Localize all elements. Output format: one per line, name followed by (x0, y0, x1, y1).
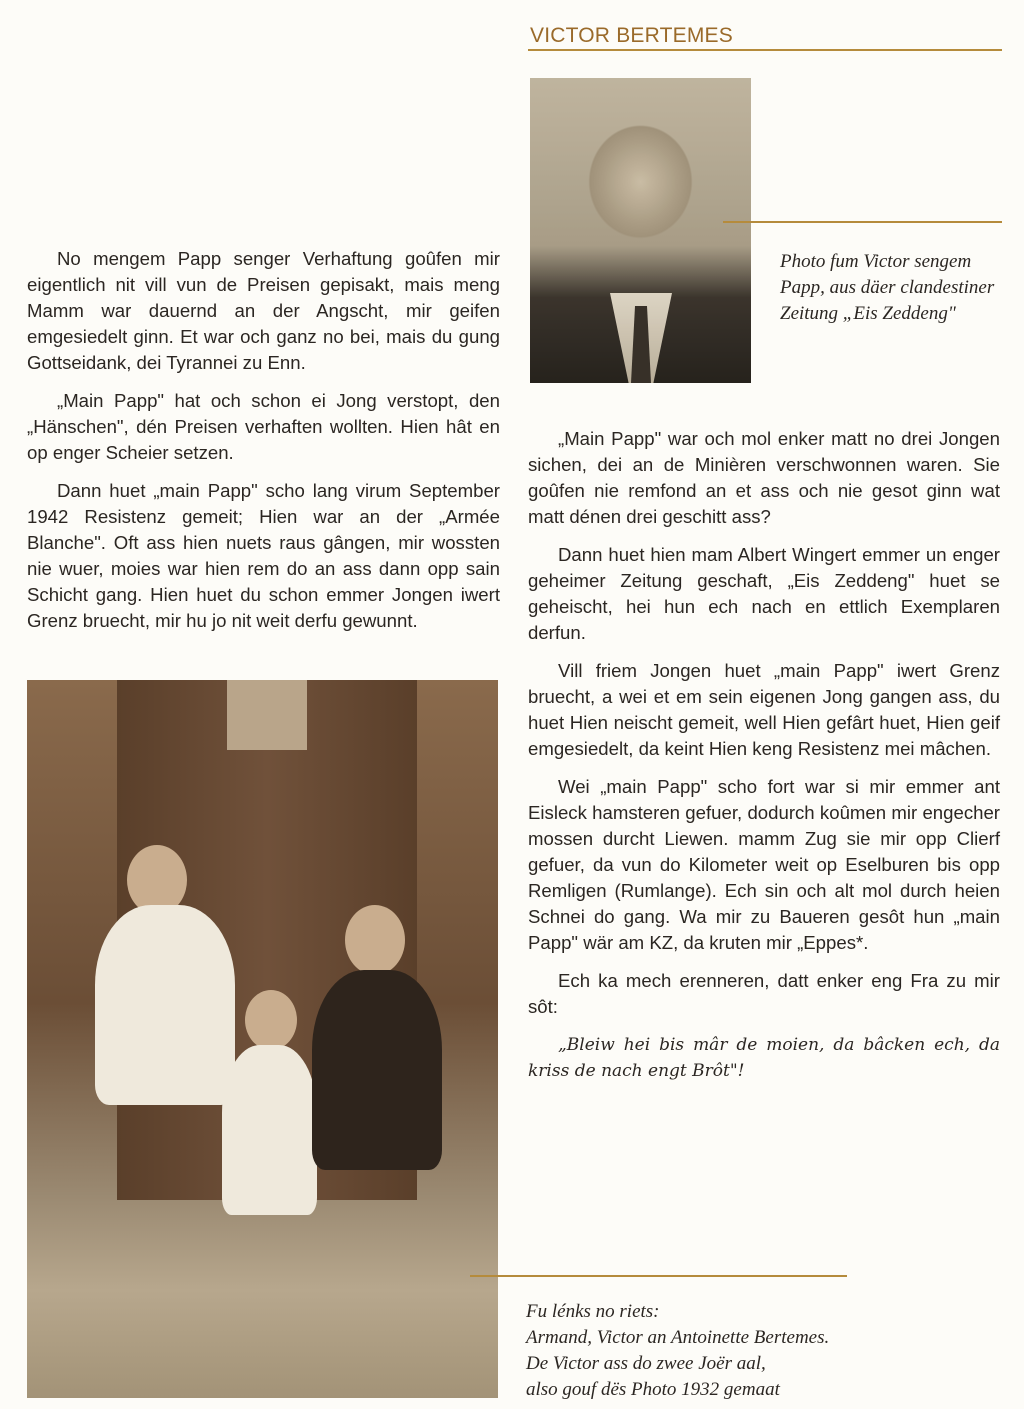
article-title: VICTOR BERTEMES (530, 24, 733, 47)
caption-line: Zeitung „Eis Zeddeng" (780, 303, 956, 324)
family-caption (526, 1299, 829, 1403)
paragraph: Dann huet „main Papp" scho lang virum September 1942 Resistenz gemeit; Hien war an der „Armée Blanche". Oft ass hien nuets raus gângen, mir wossten nie wuer, moies war hien rem do an ass dann opp sain Schicht gang. Hien huet du schon emmer Jongen iwert Grenz bruecht, mir hu jo nit weit derfu gewunnt. (27, 480, 500, 631)
caption-line: Armand, Victor an Antoinette Bertemes. (526, 1327, 830, 1348)
caption-line: Photo fum Victor sengem (780, 251, 972, 272)
title-rule (528, 49, 1002, 51)
photo-door-window (227, 680, 307, 750)
paragraph: Ech ka mech erenneren, datt enker eng Fra zu mir sôt: (528, 970, 1000, 1017)
right-column (528, 426, 1000, 1096)
caption-line: Fu lénks no riets: (526, 1301, 660, 1322)
paragraph: Vill friem Jongen huet „main Papp" iwert Grenz bruecht, a wei et em sein eigenen Jong gangen ass, du huet Hien neischt gemeit, well Hien gefârt huet, Hien geif emgesiedelt, da keint Hien keng Resistenz mei mâchen. (528, 660, 1000, 759)
caption-line: De Victor ass do zwee Joër aal, (526, 1353, 766, 1374)
quote: „Bleiw hei bis mâr de moien, da bâcken ech, da kriss de nach engt Brôt"! (528, 1035, 1000, 1081)
photo-child-head (345, 905, 405, 975)
portrait-photo (530, 78, 751, 383)
paragraph: No mengem Papp senger Verhaftung goûfen mir eigentlich nit vill vun de Preisen gepisakt, mais meng Mamm war dauernd an der Angscht, mir geifen emgesiedelt ginn. Et war och ganz no bei, mais du gung Gottseidank, dei Tyrannei zu Enn. (27, 248, 500, 373)
photo-child-victor (222, 1045, 317, 1215)
photo-child-armand (95, 905, 235, 1105)
portrait-caption (780, 249, 994, 327)
portrait-caption-rule (723, 221, 1002, 223)
caption-line: also gouf dës Photo 1932 gemaat (526, 1379, 780, 1400)
paragraph: Dann huet hien mam Albert Wingert emmer un enger geheimer Zeitung geschaft, „Eis Zeddeng" huet se geheischt, hei hun ech nach en ettlich Exemplaren derfun. (528, 544, 1000, 643)
photo-child-antoinette (312, 970, 442, 1170)
paragraph: Wei „main Papp" scho fort war si mir emmer ant Eisleck hamsteren gefuer, dodurch koûmen mir engecher mossen durcht Liewen. mamm Zug sie mir opp Clierf gefuer, da vun do Kilometer weit op Eselburen bis opp Remligen (Rumlange). Ech sin och alt mol durch heien Schnei do gang. Wa mir zu Baueren gesôt hun „main Papp" wär am KZ, da kruten mir „Eppes*. (528, 776, 1000, 953)
photo-child-head (245, 990, 297, 1050)
family-caption-rule (470, 1275, 847, 1277)
paragraph: „Main Papp" war och mol enker matt no drei Jongen sichen, dei an de Minièren verschwonnen waren. Sie goûfen nie remfond an et ass och nie gesot ginn wat matt dénen drei geschitt ass? (528, 428, 1000, 527)
caption-line: Papp, aus däer clandestiner (780, 277, 995, 298)
left-column (27, 246, 500, 646)
paragraph: „Main Papp" hat och schon ei Jong verstopt, den „Hänschen", dén Preisen verhaften wollten. Hien hât en op enger Scheier setzen. (27, 390, 500, 463)
family-photo (27, 680, 498, 1398)
